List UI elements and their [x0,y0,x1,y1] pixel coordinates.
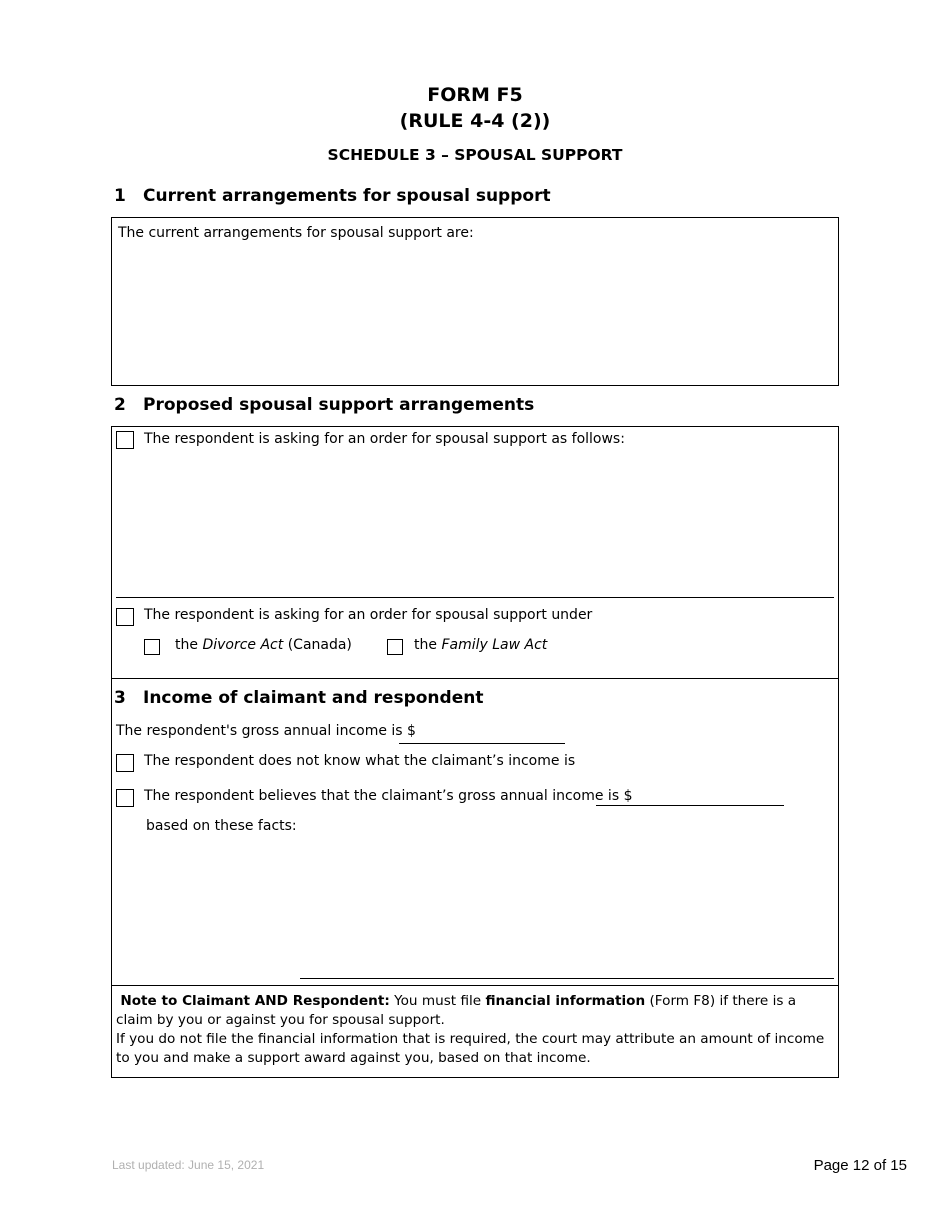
order-as-follows-label: The respondent is asking for an order for spousal support as follows: [144,431,625,447]
believes-income-checkbox[interactable] [116,789,134,807]
unknown-income-label: The respondent does not know what the claimant’s income is [144,753,576,769]
facts-label: based on these facts: [146,818,297,834]
section-2-title: Proposed spousal support arrangements [143,395,535,415]
section-3-heading [114,688,814,710]
order-as-follows-field[interactable] [144,455,824,590]
divorce-act-checkbox[interactable] [144,639,160,655]
section-1-number: 1 [114,186,126,206]
order-under-act-checkbox[interactable] [116,608,134,626]
section-2-heading [114,395,814,417]
divorce-act-label: the Divorce Act (Canada) [175,637,352,653]
respondent-income-label: The respondent's gross annual income is $ [116,723,416,739]
facts-field[interactable] [146,842,826,972]
form-title: FORM F5 [427,84,523,106]
note-block [116,992,834,1068]
section-1-title: Current arrangements for spousal support [143,186,551,206]
form-rule: (RULE 4-4 (2)) [399,110,551,132]
note-paragraph-2: If you do not file the financial information that is required, the court may attribute an amount of income to you and make a support award against you, based on that income. [116,1031,825,1066]
order-under-act-label: The respondent is asking for an order for spousal support under [144,607,593,623]
believes-income-label: The respondent believes that the claimant’s gross annual income is $ [144,788,633,804]
section-2-number: 2 [114,395,126,415]
section-1-heading [114,186,814,208]
note-divider [111,985,839,986]
facts-divider [300,978,834,979]
unknown-income-checkbox[interactable] [116,754,134,772]
page-number: Page 12 of 15 [813,1157,907,1174]
claimant-income-field[interactable] [596,786,784,806]
last-updated: Last updated: June 15, 2021 [112,1158,265,1172]
section-3-title: Income of claimant and respondent [143,688,484,708]
section-divider [111,678,839,679]
family-law-act-checkbox[interactable] [387,639,403,655]
schedule-title: SCHEDULE 3 – SPOUSAL SUPPORT [327,146,623,164]
section-3-number: 3 [114,688,126,708]
order-as-follows-checkbox[interactable] [116,431,134,449]
current-arrangements-box[interactable] [111,217,839,386]
note-paragraph-1: Note to Claimant AND Respondent: You must file financial information (Form F8) if there is a claim by you or against you for spousal support. [116,993,797,1028]
respondent-income-field[interactable] [399,723,565,744]
family-law-act-label: the Family Law Act [414,637,548,653]
order-as-follows-divider [116,597,834,598]
current-arrangements-label: The current arrangements for spousal support are: [118,225,474,241]
